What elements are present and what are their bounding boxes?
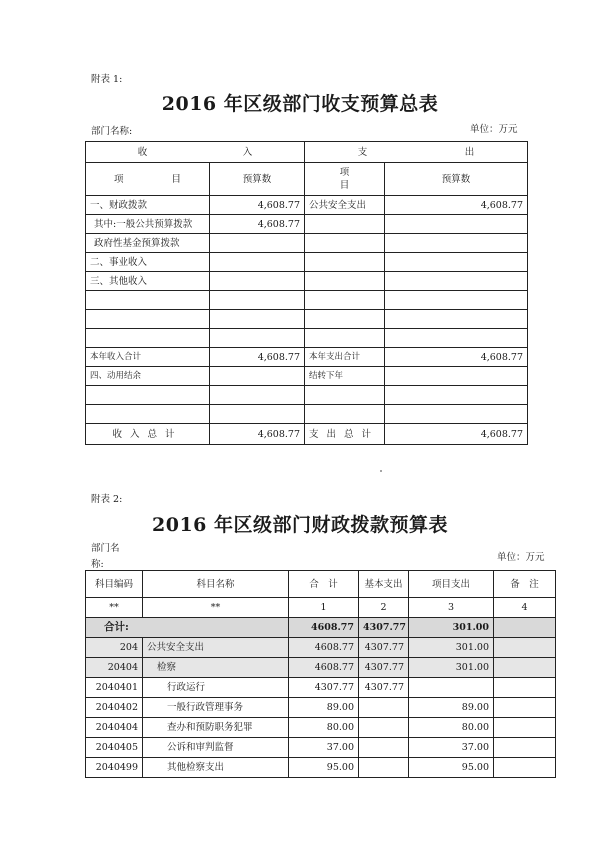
income-amount [210, 405, 305, 424]
income-budget-header: 预算数 [210, 163, 305, 196]
subject-total: 37.00 [289, 738, 359, 758]
expense-item [305, 215, 385, 234]
table-row [86, 738, 556, 758]
expense-item [305, 386, 385, 405]
income-amount [210, 253, 305, 272]
subject-name: 检察 [143, 658, 289, 678]
subject-code: 20404 [86, 658, 143, 678]
col-code-header: 科目编码 [86, 571, 143, 598]
subject-note [494, 658, 556, 678]
subject-project: 37.00 [409, 738, 494, 758]
expense-amount [385, 272, 528, 291]
expense-amount [385, 291, 528, 310]
item2-char1: 项 [339, 167, 350, 178]
expense-amount: 4,608.77 [385, 196, 528, 215]
subject-name: 公共安全支出 [143, 638, 289, 658]
subject-basic: 4307.77 [359, 658, 409, 678]
expense-item-header [305, 163, 385, 196]
expense-header-char2: 出 [464, 146, 475, 158]
income-item [86, 329, 210, 348]
expense-item [305, 234, 385, 253]
appropriation-budget-table [85, 570, 556, 778]
subject-name: 查办和预防职务犯罪 [143, 718, 289, 738]
income-item: 政府性基金预算拨款 [86, 234, 210, 253]
total-note [494, 618, 556, 638]
total-amount: 4608.77 [289, 618, 359, 638]
expense-amount [385, 253, 528, 272]
subject-project: 301.00 [409, 658, 494, 678]
income-item: 本年收入合计 [86, 348, 210, 367]
subject-code: 2040404 [86, 718, 143, 738]
total-basic: 4307.77 [359, 618, 409, 638]
table-row [86, 405, 528, 424]
attachment2-unit-label: 单位：万元 [497, 552, 545, 563]
income-item: 一、财政拨款 [86, 196, 210, 215]
table-row [86, 678, 556, 698]
income-amount [210, 234, 305, 253]
subject-project: 80.00 [409, 718, 494, 738]
expense-amount [385, 329, 528, 348]
table-row [86, 234, 528, 253]
table-row [86, 196, 528, 215]
subject-code: 204 [86, 638, 143, 658]
subject-name: 公诉和审判监督 [143, 738, 289, 758]
header-row [86, 142, 528, 163]
expense-amount [385, 215, 528, 234]
subject-basic: 4307.77 [359, 678, 409, 698]
attachment1-unit-label: 单位：万元 [470, 124, 518, 135]
income-amount [210, 329, 305, 348]
income-amount [210, 386, 305, 405]
table-row [86, 291, 528, 310]
subject-project: 95.00 [409, 758, 494, 778]
subject-note [494, 738, 556, 758]
subject-name: 行政运行 [143, 678, 289, 698]
index-cell: ** [143, 598, 289, 618]
subject-total: 4608.77 [289, 638, 359, 658]
index-cell: 1 [289, 598, 359, 618]
table-row [86, 253, 528, 272]
table-row [86, 310, 528, 329]
table-row [86, 698, 556, 718]
expense-item [305, 253, 385, 272]
table-row [86, 638, 556, 658]
item2-char2: 目 [339, 180, 350, 191]
total-project: 301.00 [409, 618, 494, 638]
table-row [86, 215, 528, 234]
attachment2-dept-label-line1: 部门名 [91, 543, 120, 554]
expense-budget-header: 预算数 [385, 163, 528, 196]
expense-item: 本年支出合计 [305, 348, 385, 367]
col-name-header: 科目名称 [143, 571, 289, 598]
income-amount [210, 291, 305, 310]
income-amount [210, 367, 305, 386]
subject-total: 4307.77 [289, 678, 359, 698]
subject-basic [359, 738, 409, 758]
col-note-header: 备 注 [494, 571, 556, 598]
income-amount [210, 272, 305, 291]
subject-project: 89.00 [409, 698, 494, 718]
table-row [86, 272, 528, 291]
total-row [86, 424, 528, 445]
subject-project [409, 678, 494, 698]
income-amount: 4,608.77 [210, 215, 305, 234]
attachment1-title: 2016 年区级部门收支预算总表 [161, 93, 439, 115]
attachment1-dept-label: 部门名称: [91, 126, 133, 137]
expense-amount [385, 386, 528, 405]
index-cell: ** [86, 598, 143, 618]
table-row [86, 658, 556, 678]
index-cell: 3 [409, 598, 494, 618]
expense-item [305, 405, 385, 424]
subject-code: 2040405 [86, 738, 143, 758]
attachment2-label: 附表 2: [91, 494, 123, 505]
subject-total: 4608.77 [289, 658, 359, 678]
header-row [86, 571, 556, 598]
subject-total: 80.00 [289, 718, 359, 738]
scan-speck [380, 470, 382, 472]
attachment1-label: 附表 1: [91, 74, 123, 85]
income-amount: 4,608.77 [210, 348, 305, 367]
expense-header [305, 142, 528, 163]
subject-note [494, 718, 556, 738]
income-amount [210, 310, 305, 329]
income-amount: 4,608.77 [210, 196, 305, 215]
total-label: 合计: [86, 618, 289, 638]
attachment2-dept-label-line2: 称: [91, 559, 104, 570]
table-row [86, 386, 528, 405]
subheader-row [86, 163, 528, 196]
income-item: 二、事业收入 [86, 253, 210, 272]
col-project-header: 项目支出 [409, 571, 494, 598]
expense-amount: 4,608.77 [385, 348, 528, 367]
subject-total: 89.00 [289, 698, 359, 718]
summary-budget-table [85, 141, 528, 445]
income-item-header [86, 163, 210, 196]
col-total-header: 合 计 [289, 571, 359, 598]
item-char1: 项 [113, 173, 124, 185]
subject-basic: 4307.77 [359, 638, 409, 658]
income-item: 三、其他收入 [86, 272, 210, 291]
subject-code: 2040402 [86, 698, 143, 718]
index-row [86, 598, 556, 618]
income-item [86, 386, 210, 405]
table-row [86, 329, 528, 348]
expense-total-amount: 4,608.77 [385, 424, 528, 445]
expense-header-char1: 支 [357, 146, 368, 158]
income-item: 其中:一般公共预算拨款 [86, 215, 210, 234]
subject-note [494, 698, 556, 718]
subject-note [494, 758, 556, 778]
income-total-amount: 4,608.77 [210, 424, 305, 445]
table-row [86, 348, 528, 367]
subject-basic [359, 758, 409, 778]
index-cell: 4 [494, 598, 556, 618]
expense-total-label: 支出总计 [305, 424, 385, 445]
income-header [86, 142, 305, 163]
subject-code: 2040401 [86, 678, 143, 698]
income-header-char2: 入 [242, 146, 253, 158]
income-item [86, 405, 210, 424]
table-row [86, 758, 556, 778]
expense-item: 结转下年 [305, 367, 385, 386]
col-basic-header: 基本支出 [359, 571, 409, 598]
subject-code: 2040499 [86, 758, 143, 778]
expense-item [305, 272, 385, 291]
expense-item: 公共安全支出 [305, 196, 385, 215]
subject-basic [359, 698, 409, 718]
income-item: 四、动用结余 [86, 367, 210, 386]
attachment2-title: 2016 年区级部门财政拨款预算表 [152, 514, 448, 536]
income-total-label: 收入总计 [86, 424, 210, 445]
subject-name: 一般行政管理事务 [143, 698, 289, 718]
table-row [86, 367, 528, 386]
index-cell: 2 [359, 598, 409, 618]
table-row [86, 718, 556, 738]
expense-item [305, 291, 385, 310]
expense-amount [385, 234, 528, 253]
expense-item [305, 329, 385, 348]
subject-project: 301.00 [409, 638, 494, 658]
subject-total: 95.00 [289, 758, 359, 778]
item-char2: 目 [171, 173, 181, 185]
subject-name: 其他检察支出 [143, 758, 289, 778]
total-row [86, 618, 556, 638]
expense-item [305, 310, 385, 329]
expense-amount [385, 405, 528, 424]
expense-amount [385, 367, 528, 386]
income-item [86, 291, 210, 310]
income-header-char1: 收 [137, 146, 148, 158]
expense-amount [385, 310, 528, 329]
subject-basic [359, 718, 409, 738]
income-item [86, 310, 210, 329]
subject-note [494, 638, 556, 658]
subject-note [494, 678, 556, 698]
